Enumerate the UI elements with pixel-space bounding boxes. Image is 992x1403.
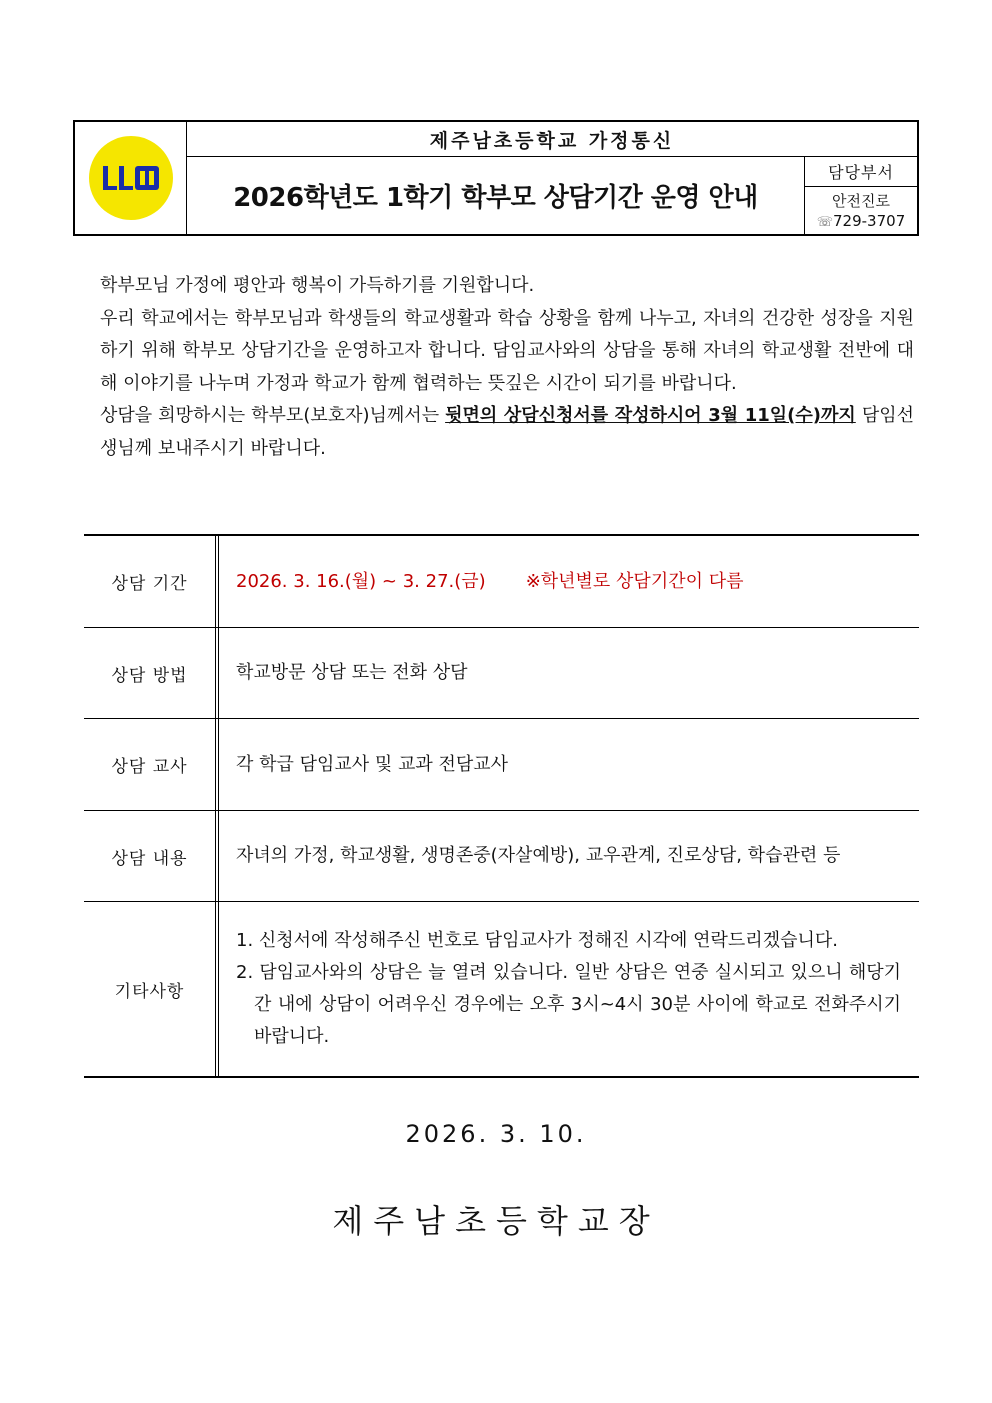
teacher-label: 상담 교사 — [84, 719, 219, 810]
newsletter-subtitle: 제주남초등학교 가정통신 — [187, 122, 917, 157]
method-label: 상담 방법 — [84, 628, 219, 718]
department-box — [804, 157, 917, 234]
period-value: 2026. 3. 16.(월) ~ 3. 27.(금) — [236, 570, 486, 592]
intro-p3-after: 담임선생님께 보내주시기 바랍니다. — [100, 405, 914, 459]
page-title: 2026학년도 1학기 학부모 상담기간 운영 안내 — [233, 183, 758, 213]
table-row — [84, 719, 919, 811]
intro-paragraph-1: 학부모님 가정에 평안과 행복이 가득하기를 기원합니다. — [100, 275, 535, 296]
principal-signature: 제주남초등학교장 — [332, 1202, 660, 1240]
school-emblem-icon — [87, 134, 175, 222]
table-row — [84, 536, 919, 628]
etc-item-1: 1. 신청서에 작성해주신 번호로 담임교사가 정해진 시각에 연락드리겠습니다. — [236, 930, 838, 951]
content-value: 자녀의 가정, 학교생활, 생명존중(자살예방), 교우관계, 진로상담, 학습관련 등 — [236, 845, 841, 866]
teacher-value: 각 학급 담임교사 및 교과 전담교사 — [236, 753, 509, 775]
consultation-info-table — [84, 534, 919, 1078]
letter-header — [73, 120, 919, 236]
department-phone: 729-3707 — [833, 212, 906, 230]
period-label: 상담 기간 — [84, 536, 219, 627]
period-value-cell — [219, 536, 919, 627]
department-label: 담당부서 — [805, 157, 917, 187]
phone-icon: ☏ — [816, 215, 834, 230]
table-row — [84, 902, 919, 1076]
method-value: 학교방문 상담 또는 전화 상담 — [236, 662, 468, 683]
table-row — [84, 811, 919, 902]
etc-list — [236, 925, 901, 1053]
intro-text — [80, 270, 914, 465]
etc-value-cell — [219, 902, 919, 1076]
content-label: 상담 내용 — [84, 811, 219, 901]
intro-p3-emphasis: 뒷면의 상담신청서를 작성하시어 3월 11일(수)까지 — [445, 405, 856, 426]
logo-cell — [75, 122, 187, 234]
table-row — [84, 628, 919, 719]
intro-paragraph-3 — [80, 400, 914, 465]
etc-item-2: 2. 담임교사와의 상담은 늘 열려 있습니다. 일반 상담은 연중 실시되고 있으니 해당기간 내에 상담이 어려우신 경우에는 오후 3시~4시 30분 사이에 학교로 전화주시기 바랍니다. — [236, 962, 901, 1047]
period-note: ※학년별로 상담기간이 다름 — [525, 570, 744, 592]
intro-p3-before: 상담을 희망하시는 학부모(보호자)님께서는 — [100, 405, 446, 426]
etc-label: 기타사항 — [84, 902, 219, 1076]
department-phone-line — [805, 211, 917, 233]
department-name: 안전진로 — [832, 192, 890, 210]
issue-date: 2026. 3. 10. — [405, 1120, 587, 1148]
intro-paragraph-2: 우리 학교에서는 학부모님과 학생들의 학교생활과 학습 상황을 함께 나누고, 자녀의 건강한 성장을 지원하기 위해 학부모 상담기간을 운영하고자 합니다. 담임교사와의 상담을 통해 자녀의 학교생활 전반에 대해 이야기를 나누며 가정과 학교가 함께 협력하는 뜻깊은 시간이 되기를 바랍니다. — [100, 307, 914, 394]
